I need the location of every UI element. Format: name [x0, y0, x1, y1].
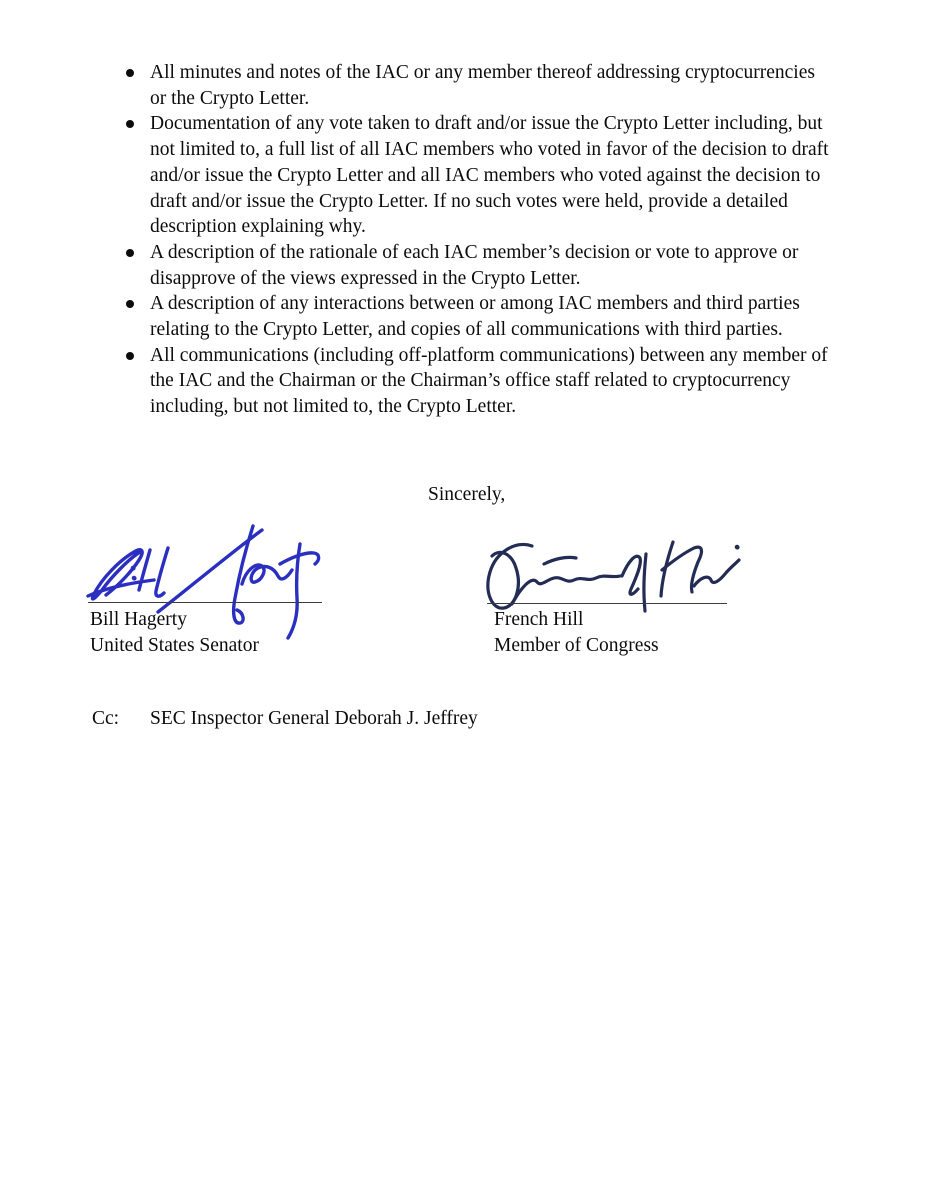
signer-name: French Hill [494, 609, 584, 630]
signer-name: Bill Hagerty [90, 609, 187, 630]
bullet-icon [126, 352, 134, 360]
bullet-icon [126, 120, 134, 128]
list-item [122, 291, 834, 342]
bullet-icon [126, 249, 134, 257]
signature-ink-right [488, 542, 739, 611]
signer-title: United States Senator [90, 635, 259, 656]
signer-block [494, 607, 659, 659]
bullet-text: All communications (including off-platform communications) between any member of the IAC and the Chairman or the Chairman’s office staff related to cryptocurrency including, but not limited to, the Crypto Letter. [150, 344, 828, 418]
cc-line [92, 708, 478, 730]
signer-block [90, 607, 259, 659]
list-item [122, 111, 834, 240]
bullet-icon [126, 300, 134, 308]
bullet-icon [126, 69, 134, 77]
signature-line [88, 602, 322, 603]
list-item [122, 60, 834, 111]
list-item [122, 240, 834, 291]
cc-text: SEC Inspector General Deborah J. Jeffrey [150, 708, 478, 729]
bullet-text: Documentation of any vote taken to draft and/or issue the Crypto Letter including, but not limited to, a full list of all IAC members who voted in favor of the decision to draft and/or issue the Crypto Letter and all IAC members who voted against the decision to draft and/or issue the Crypto Letter. If no such votes were held, provide a detailed description explaining why. [150, 113, 829, 238]
bullet-text: A description of the rationale of each IAC member’s decision or vote to approve or disapprove of the views expressed in the Crypto Letter. [150, 241, 799, 289]
document-request-list [122, 60, 834, 420]
list-item [122, 343, 834, 420]
closing-salutation: Sincerely, [428, 484, 506, 505]
bullet-text: A description of any interactions between or among IAC members and third parties relating to the Crypto Letter, and copies of all communications with third parties. [150, 293, 800, 341]
cc-label: Cc: [92, 708, 120, 729]
bullet-text: All minutes and notes of the IAC or any member thereof addressing cryptocurrencies or the Crypto Letter. [150, 62, 815, 109]
signer-title: Member of Congress [494, 635, 659, 656]
signature-line [487, 603, 727, 604]
